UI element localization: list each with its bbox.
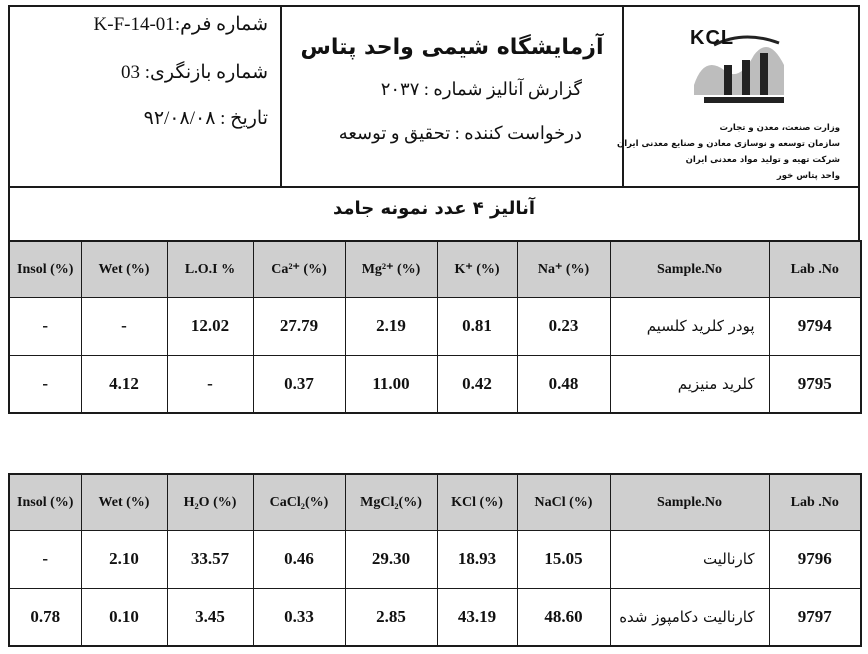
column-header: Mg²⁺ (%) (345, 241, 437, 297)
table-cell: - (9, 530, 81, 588)
table-cell: 48.60 (517, 588, 610, 646)
sample-name-cell: پودر کلرید کلسیم (610, 297, 769, 355)
lab-number-cell: 9796 (769, 530, 861, 588)
date-value: ۹۲/۰۸/۰۸ (143, 108, 216, 129)
report-number: گزارش آنالیز شماره : ۲۰۳۷ (380, 79, 582, 99)
column-header: Insol (%) (9, 474, 81, 530)
logo-text: KCL (690, 27, 735, 49)
lab-number-cell: 9794 (769, 297, 861, 355)
org-line-3: شرکت تهیه و تولید مواد معدنی ایران (685, 155, 840, 165)
column-header: Wet (%) (81, 241, 167, 297)
column-header: K⁺ (%) (437, 241, 517, 297)
lab-title: آزمایشگاه شیمی واحد پتاس (300, 35, 604, 60)
column-header: Na⁺ (%) (517, 241, 610, 297)
form-info-cell (10, 7, 282, 186)
table-row (9, 588, 861, 646)
column-header: Wet (%) (81, 474, 167, 530)
table-cell: 2.85 (345, 588, 437, 646)
table-cell: - (81, 297, 167, 355)
column-header: KCl (%) (437, 474, 517, 530)
report-header (8, 5, 860, 188)
report-title-cell (282, 7, 624, 186)
table-row (9, 530, 861, 588)
analysis-table-1 (8, 240, 862, 414)
org-line-1: وزارت صنعت، معدن و تجارت (719, 123, 840, 133)
org-line-2: سازمان توسعه و نوسازی معادن و صنایع معدنی ایران (616, 139, 840, 149)
column-header: L.O.I % (167, 241, 253, 297)
table-cell: 0.48 (517, 355, 610, 413)
table-cell: 0.10 (81, 588, 167, 646)
table-cell: 2.10 (81, 530, 167, 588)
table-cell: 43.19 (437, 588, 517, 646)
table-cell: 0.37 (253, 355, 345, 413)
table-cell: 12.02 (167, 297, 253, 355)
column-header: MgCl₂(%) (345, 474, 437, 530)
table-cell: 33.57 (167, 530, 253, 588)
table-cell: 3.45 (167, 588, 253, 646)
column-header: Sample.No (610, 474, 769, 530)
company-logo-cell (616, 7, 860, 186)
column-header: Lab .No (769, 241, 861, 297)
column-header: Ca²⁺ (%) (253, 241, 345, 297)
table-header-row (9, 474, 861, 530)
sample-name-cell: کارنالیت (610, 530, 769, 588)
column-header: Insol (%) (9, 241, 81, 297)
form-number-line (94, 13, 268, 36)
column-header: Sample.No (610, 241, 769, 297)
revision-line (121, 61, 268, 84)
column-header: H₂O (%) (167, 474, 253, 530)
table-cell: 29.30 (345, 530, 437, 588)
sample-name-cell: کلرید منیزیم (610, 355, 769, 413)
form-number-label: شماره فرم: (174, 14, 268, 35)
table-cell: 0.46 (253, 530, 345, 588)
table-cell: - (167, 355, 253, 413)
revision-value: 03 (121, 62, 140, 83)
table-cell: 0.78 (9, 588, 81, 646)
table-header-row (9, 241, 861, 297)
table-cell: 27.79 (253, 297, 345, 355)
table-row (9, 297, 861, 355)
date-line (144, 107, 268, 130)
table-cell: 0.33 (253, 588, 345, 646)
sample-name-cell: کارنالیت دکامپوز شده (610, 588, 769, 646)
table-cell: 18.93 (437, 530, 517, 588)
table-cell: 4.12 (81, 355, 167, 413)
analysis-title-band (8, 186, 860, 241)
analysis-title: آنالیز ۴ عدد نمونه جامد (332, 198, 536, 219)
table-cell: 0.23 (517, 297, 610, 355)
analysis-table-2 (8, 473, 862, 647)
date-label: تاریخ : (220, 108, 268, 129)
table-cell: 0.42 (437, 355, 517, 413)
table-row (9, 355, 861, 413)
table-cell: - (9, 355, 81, 413)
table-cell: 11.00 (345, 355, 437, 413)
lab-number-cell: 9797 (769, 588, 861, 646)
org-line-4: واحد پتاس خور (776, 171, 840, 181)
requester: درخواست کننده : تحقیق و توسعه (338, 123, 582, 143)
table-cell: 15.05 (517, 530, 610, 588)
lab-number-cell: 9795 (769, 355, 861, 413)
column-header: NaCl (%) (517, 474, 610, 530)
revision-label: شماره بازنگری: (144, 62, 268, 83)
table-cell: - (9, 297, 81, 355)
table-cell: 2.19 (345, 297, 437, 355)
form-number-value: K-F-14-01 (93, 14, 175, 35)
column-header: CaCl₂(%) (253, 474, 345, 530)
column-header: Lab .No (769, 474, 861, 530)
table-cell: 0.81 (437, 297, 517, 355)
